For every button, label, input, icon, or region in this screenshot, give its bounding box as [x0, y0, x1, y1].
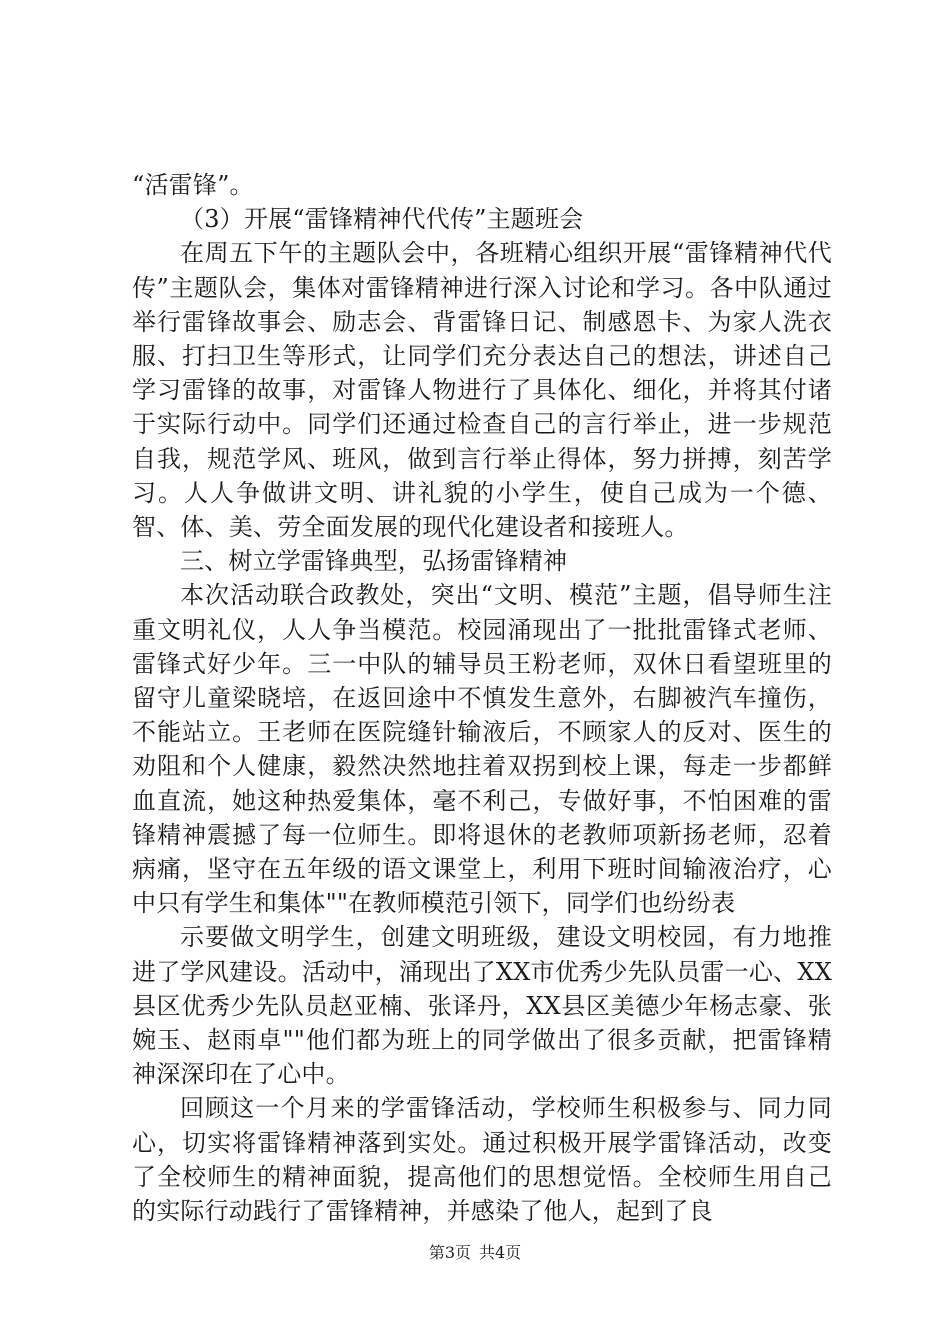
- paragraph-class-meeting: 在周五下午的主题队会中，各班精心组织开展“雷锋精神代代传”主题队会，集体对雷锋精神进行深入讨论和学习。各中队通过举行雷锋故事会、励志会、背雷锋日记、制感恩卡、为家人洗衣服、打扫卫生等形式，让同学们充分表达自己的想法，讲述自己学习雷锋的故事，对雷锋人物进行了具体化、细化，并将其付诸于实际行动中。同学们还通过检查自己的言行举止，进一步规范自我，规范学风、班风，做到言行举止得体，努力拼搏，刻苦学习。人人争做讲文明、讲礼貌的小学生，使自己成为一个德、智、体、美、劳全面发展的现代化建设者和接班人。: [132, 239, 832, 542]
- paragraph-continuation: “活雷锋”。: [132, 171, 254, 199]
- paragraph-heading-section-three: 三、树立学雷锋典型，弘扬雷锋精神: [180, 547, 568, 576]
- paragraph-students: 示要做文明学生，创建文明班级，建设文明校园，有力地推进了学风建设。活动中，涌现出了XX市优秀少先队员雷一心、XX县区优秀少先队员赵亚楠、张译丹，XX县区美德少年杨志豪、张婉玉、赵雨卓""他们都为班上的同学做出了很多贡献，把雷锋精神深深印在了心中。: [132, 923, 832, 1089]
- paragraph-review: 回顾这一个月来的学雷锋活动，学校师生积极参与、同力同心，切实将雷锋精神落到实处。通过积极开展学雷锋活动，改变了全校师生的精神面貌，提高他们的思想觉悟。全校师生用自己的实际行动践行了雷锋精神，并感染了他人，起到了良: [132, 1094, 832, 1226]
- page-footer: [0, 1240, 950, 1263]
- page-number: 第3页: [428, 1243, 471, 1262]
- document-body: [132, 168, 832, 1228]
- paragraph-role-models: 本次活动联合政教处，突出“文明、模范”主题，倡导师生注重文明礼仪，人人争当模范。校园涌现出了一批批雷锋式老师、雷锋式好少年。三一中队的辅导员王粉老师，双休日看望班里的留守儿童梁晓培，在返回途中不慎发生意外，右脚被汽车撞伤，不能站立。王老师在医院缝针输液后，不顾家人的反对、医生的劝阻和个人健康，毅然决然地拄着双拐到校上课，每走一步都鲜血直流，她这种热爱集体，毫不利己，专做好事，不怕困难的雷锋精神震撼了每一位师生。即将退休的老教师项新扬老师，忍着病痛，坚守在五年级的语文课堂上，利用下班时间输液治疗，心中只有学生和集体""在教师模范引领下，同学们也纷纷表: [132, 581, 832, 918]
- paragraph-heading-class-meeting: （3）开展“雷锋精神代代传”主题班会: [180, 205, 584, 234]
- page-total: 共4页: [479, 1243, 522, 1262]
